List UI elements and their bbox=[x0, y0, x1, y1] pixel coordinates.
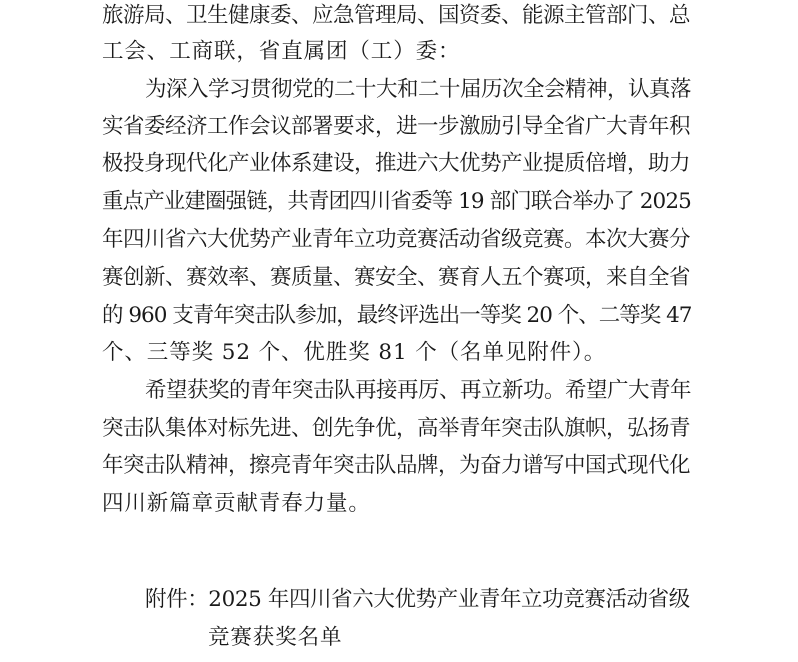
paragraph1-line: 个、三等奖 52 个、优胜奖 81 个（名单见附件）。 bbox=[102, 340, 607, 365]
paragraph2-line: 希望获奖的青年突击队再接再厉、再立新功。希望广大青年 bbox=[145, 378, 692, 403]
attachment-line-1: 附件：2025 年四川省六大优势产业青年立功竞赛活动省级 bbox=[145, 587, 690, 612]
addressee-line-2: 工会、工商联，省直属团（工）委： bbox=[102, 39, 461, 64]
paragraph2-line: 四川新篇章贡献青春力量。 bbox=[102, 491, 371, 516]
paragraph1-line: 年四川省六大优势产业青年立功竞赛活动省级竞赛。本次大赛分 bbox=[102, 227, 691, 252]
paragraph2-line: 年突击队精神，擦亮青年突击队品牌，为奋力谱写中国式现代化 bbox=[102, 453, 691, 478]
attachment-line-2: 竞赛获奖名单 bbox=[208, 625, 343, 650]
addressee-line-1: 旅游局、卫生健康委、应急管理局、国资委、能源主管部门、总 bbox=[102, 3, 691, 28]
paragraph1-line: 的 960 支青年突击队参加，最终评选出一等奖 20 个、二等奖 47 bbox=[102, 303, 692, 328]
paragraph1-line: 重点产业建圈强链，共青团四川省委等 19 部门联合举办了 2025 bbox=[102, 189, 691, 214]
paragraph1-line: 赛创新、赛效率、赛质量、赛安全、赛育人五个赛项，来自全省 bbox=[102, 265, 691, 290]
paragraph1-line: 极投身现代化产业体系建设，推进六大优势产业提质倍增，助力 bbox=[102, 151, 691, 176]
paragraph2-line: 突击队集体对标先进、创先争优，高举青年突击队旗帜，弘扬青 bbox=[102, 416, 691, 441]
paragraph1-line: 为深入学习贯彻党的二十大和二十届历次全会精神，认真落 bbox=[145, 77, 692, 102]
paragraph1-line: 实省委经济工作会议部署要求，进一步激励引导全省广大青年积 bbox=[102, 114, 691, 139]
